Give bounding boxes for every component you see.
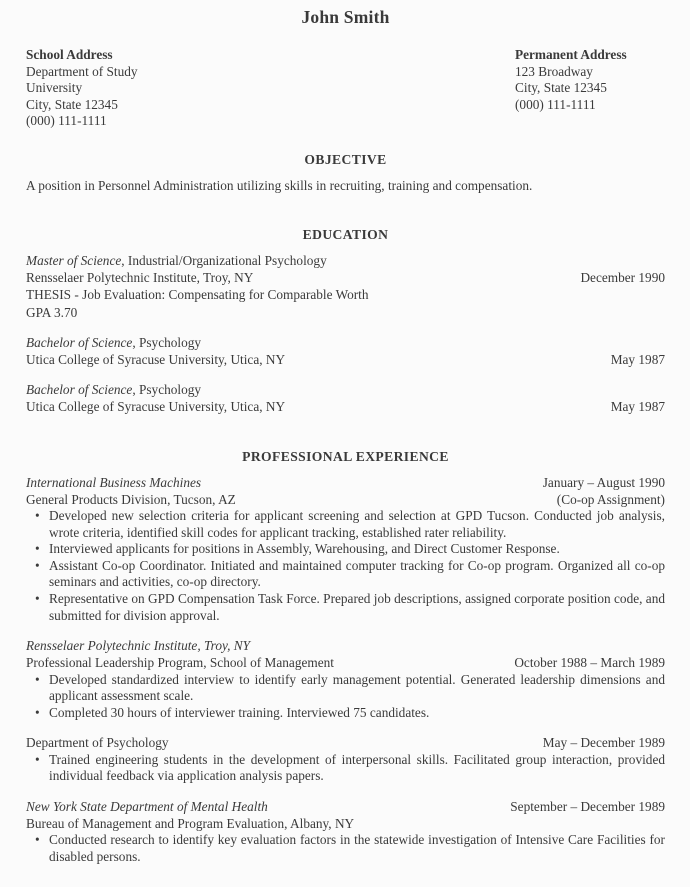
bullet-item — [35, 541, 665, 558]
degree-line — [26, 334, 665, 351]
assignment-note: (Co-op Assignment) — [556, 491, 665, 507]
degree-line — [26, 381, 665, 398]
school-address-line: Department of Study — [26, 63, 138, 79]
bullet-list — [26, 672, 665, 722]
education-entry-bachelors-2 — [26, 381, 665, 415]
section-heading-experience: PROFESSIONAL EXPERIENCE — [242, 448, 449, 464]
bullet-icon — [35, 832, 49, 865]
degree-field: , Industrial/Organizational Psychology — [121, 252, 327, 268]
degree-field: , Psychology — [132, 382, 202, 398]
bullet-icon — [35, 558, 49, 591]
experience-entry-ibm — [26, 474, 665, 625]
employer-name: Rensselaer Polytechnic Institute, Troy, NY — [26, 638, 251, 654]
bullet-icon — [35, 541, 49, 558]
division-line — [26, 491, 665, 508]
degree-name: Bachelor of Science — [26, 382, 133, 398]
bullet-text: Developed new selection criteria for applicant screening and selection at GPD Tucson. Conducted job analysis, wrote criteria, identified skill codes for applicant tracking, established rater reliability. — [49, 508, 665, 540]
bullet-list — [26, 508, 665, 624]
thesis-line: THESIS - Job Evaluation: Compensating for Comparable Worth — [26, 287, 369, 303]
employer-line — [26, 734, 665, 751]
program-line — [26, 654, 665, 671]
gpa-line: GPA 3.70 — [26, 304, 78, 320]
bullet-icon — [35, 672, 49, 705]
permanent-address-line: 123 Broadway — [515, 63, 593, 79]
bullet-item — [35, 558, 665, 591]
bullet-item — [35, 591, 665, 624]
degree-name: Bachelor of Science — [26, 334, 133, 350]
employer-name: Department of Psychology — [26, 735, 169, 751]
education-entry-bachelors-1 — [26, 334, 665, 368]
bullet-text: Developed standardized interview to identify early management potential. Generated leadership dimensions and applicant assessment scale. — [49, 671, 665, 704]
employer-line — [26, 798, 665, 815]
school-address-phone: (000) 111-1111 — [26, 113, 107, 129]
bullet-text: Assistant Co-op Coordinator. Initiated and maintained computer tracking for Co-op program. Organized all co-op seminars and activities, co-op directory. — [49, 557, 665, 590]
bullet-icon — [35, 508, 49, 541]
institution-line — [26, 269, 665, 286]
bureau-line: Bureau of Management and Program Evaluation, Albany, NY — [26, 815, 355, 831]
bullet-text: Representative on GPD Compensation Task Force. Prepared job descriptions, assigned corporate position code, and submitted for division approval. — [49, 590, 665, 623]
experience-date: May – December 1989 — [542, 735, 665, 751]
bullet-list — [26, 832, 665, 865]
institution-line — [26, 351, 665, 368]
school-address-heading: School Address — [26, 47, 113, 62]
bullet-item — [35, 832, 665, 865]
bullet-text: Interviewed applicants for positions in Assembly, Warehousing, and Direct Customer Response. — [49, 541, 560, 557]
education-entry-masters — [26, 252, 665, 321]
employer-line — [26, 474, 665, 491]
education-date: May 1987 — [610, 399, 665, 415]
permanent-address-phone: (000) 111-1111 — [515, 96, 596, 112]
employer-line — [26, 637, 665, 654]
bullet-item — [35, 705, 665, 722]
bullet-item — [35, 508, 665, 541]
bullet-icon — [35, 705, 49, 722]
section-heading-objective: OBJECTIVE — [304, 151, 387, 167]
institution-line — [26, 398, 665, 415]
degree-line — [26, 252, 665, 269]
employer-name: New York State Department of Mental Health — [26, 798, 268, 814]
page-title: John Smith — [301, 7, 390, 27]
employer-name: International Business Machines — [26, 474, 202, 490]
bullet-icon — [35, 591, 49, 624]
degree-name: Master of Science — [26, 252, 122, 268]
objective-text: A position in Personnel Administration utilizing skills in recruiting, training and compensation. — [26, 177, 533, 193]
bullet-text: Conducted research to identify key evaluation factors in the statewide investigation of Intensive Care Facilities for disabled persons. — [49, 832, 665, 864]
school-address — [26, 47, 176, 130]
bullet-text: Trained engineering students in the development of interpersonal skills. Facilitated group interaction, provided individual feedback via application analysis papers. — [49, 751, 665, 784]
permanent-address — [515, 47, 665, 130]
institution-name: Rensselaer Polytechnic Institute, Troy, NY — [26, 270, 254, 286]
experience-date: September – December 1989 — [510, 798, 665, 814]
school-address-line: City, State 12345 — [26, 96, 118, 112]
program-name: Professional Leadership Program, School of Management — [26, 655, 334, 671]
permanent-address-line: City, State 12345 — [515, 80, 607, 96]
education-date: December 1990 — [580, 270, 665, 286]
experience-entry-nys-mental-health — [26, 798, 665, 866]
bullet-item — [35, 752, 665, 785]
address-block — [26, 47, 665, 130]
experience-date: October 1988 – March 1989 — [514, 655, 665, 671]
education-date: May 1987 — [610, 351, 665, 367]
bullet-text: Completed 30 hours of interviewer training. Interviewed 75 candidates. — [49, 704, 430, 720]
experience-entry-psychology-dept — [26, 734, 665, 784]
permanent-address-heading: Permanent Address — [515, 47, 627, 62]
division-name: General Products Division, Tucson, AZ — [26, 491, 236, 507]
experience-date: January – August 1990 — [542, 474, 665, 490]
school-address-line: University — [26, 80, 83, 96]
bullet-icon — [35, 752, 49, 785]
experience-entry-rpi — [26, 637, 665, 721]
degree-field: , Psychology — [132, 334, 202, 350]
bullet-list — [26, 752, 665, 785]
institution-name: Utica College of Syracuse University, Utica, NY — [26, 399, 286, 415]
section-heading-education: EDUCATION — [302, 226, 389, 242]
bullet-item — [35, 672, 665, 705]
institution-name: Utica College of Syracuse University, Utica, NY — [26, 351, 286, 367]
